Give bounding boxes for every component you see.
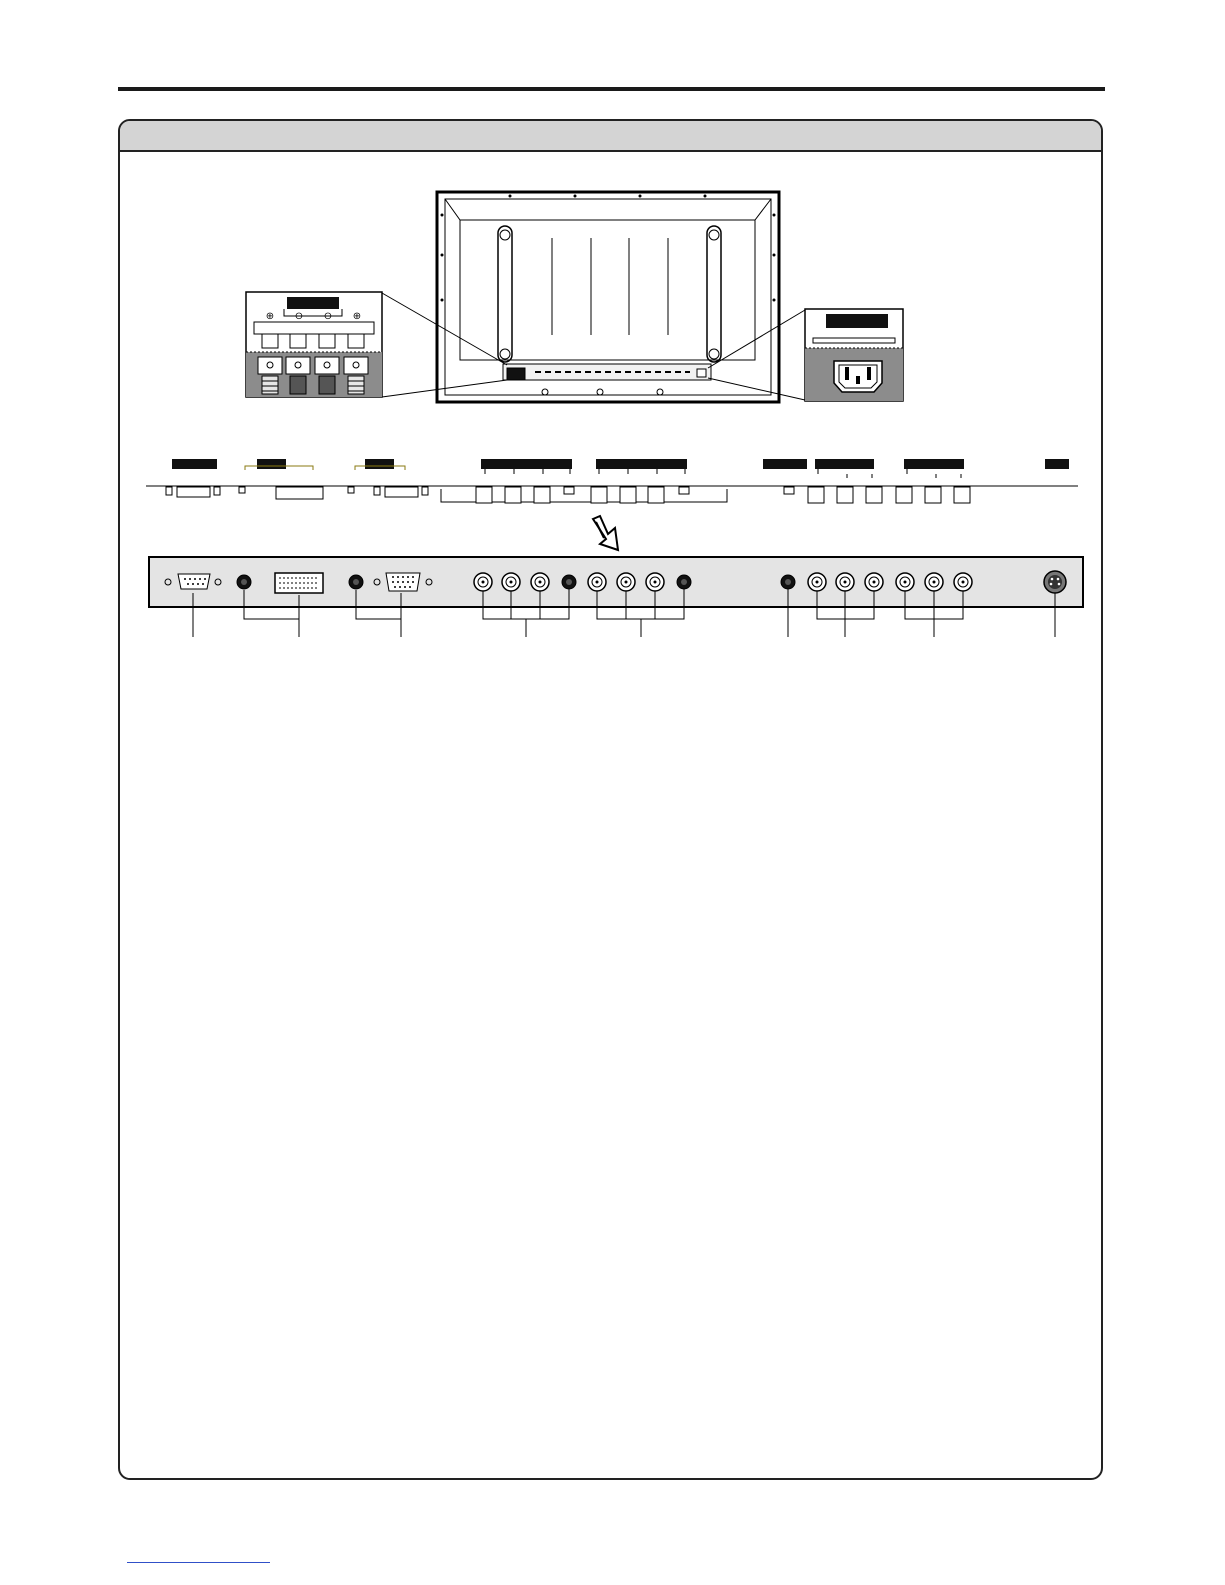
- minus-symbol: ⊖: [323, 311, 333, 322]
- side-profile-strip: [146, 486, 1078, 503]
- terminal-label-row: [172, 459, 1069, 478]
- tv-rear-view: [437, 192, 779, 402]
- ac-label-block: [826, 314, 888, 328]
- speaker-terminal-zoom: [246, 292, 382, 397]
- plus-symbol: ⊕: [265, 311, 275, 322]
- speaker-label-block: [287, 297, 339, 309]
- connector-panel: [149, 557, 1083, 607]
- ac-inlet-zoom: [805, 309, 903, 401]
- footer-link-underline[interactable]: [127, 1562, 270, 1563]
- double-arrow-icon: [593, 516, 618, 550]
- plus-symbol: ⊕: [352, 311, 362, 322]
- minus-symbol: ⊖: [294, 311, 304, 322]
